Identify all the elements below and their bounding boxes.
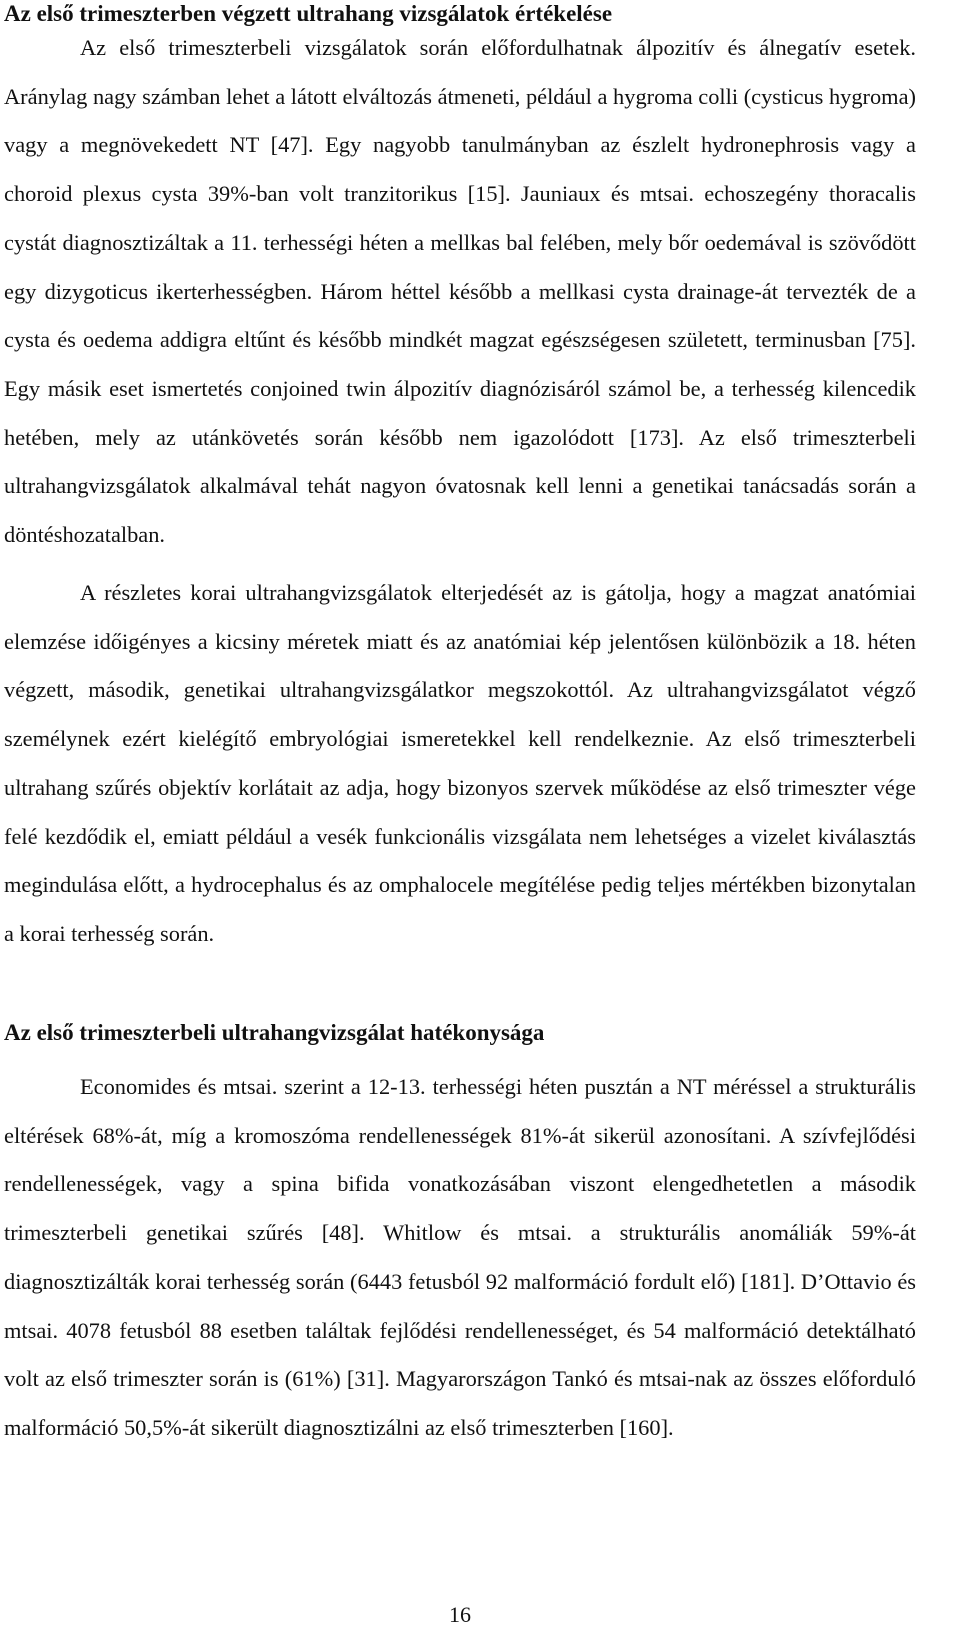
section-heading-ultrasound-efficiency: Az első trimeszterbeli ultrahangvizsgálat hatékonysága (4, 1020, 545, 1045)
paragraph-detailed-early-ultrasound: A részletes korai ultrahangvizsgálatok elterjedését az is gátolja, hogy a magzat anatómiai elemzése időigényes a kicsiny méretek miatt és az anatómiai kép jelentősen különbözik a 18. héten végzett, második, genetikai ultrahangvizsgálatkor megszokottól. Az ultrahangvizsgálatot végző személynek ezért kielégítő embryológiai ismeretekkel kell rendelkeznie. Az első trimeszterbeli ultrahang szűrés objektív korlátait az adja, hogy bizonyos szervek működése az első trimeszter vége felé kezdődik el, emiatt például a vesék funkcionális vizsgálata nem lehetséges a vizelet kiválasztás megindulása előtt, a hydrocephalus és az omphalocele megítélése pedig teljes mértékben bizonytalan a korai terhesség során. (4, 580, 916, 946)
paragraph-false-positives: Az első trimeszterbeli vizsgálatok során előfordulhatnak álpozitív és álnegatív esetek. Aránylag nagy számban lehet a látott elváltozás átmeneti, például a hygroma colli (cysticus hygroma) vagy a megnövekedett NT [47]. Egy nagyobb tanulmányban az észlelt hydronephrosis vagy a choroid plexus cysta 39%-ban volt tranzitorikus [15]. Jauniaux és mtsai. echoszegény thoracalis cystát diagnosztizáltak a 11. terhességi héten a mellkas bal felében, mely bőr oedemával is szövődött egy dizygoticus ikerterhességben. Három héttel később a mellkasi cysta drainage-át tervezték de a cysta és oedema addigra eltűnt és később mindkét magzat egészségesen született, terminusban [75]. Egy másik eset ismertetés conjoined twin álpozitív diagnózisáról számol be, a terhesség kilencedik hetében, mely az utánkövetés során később nem igazolódott [173]. Az első trimeszterbeli ultrahangvizsgálatok alkalmával tehát nagyon óvatosnak kell lenni a genetikai tanácsadás során a döntéshozatalban. (4, 35, 916, 548)
page-number: 16 (449, 1602, 471, 1627)
paragraph-efficiency-studies: Economides és mtsai. szerint a 12-13. terhességi héten pusztán a NT méréssel a strukturális eltérések 68%-át, míg a kromoszóma rendellenességek 81%-át sikerül azonosítani. A szívfejlődési rendellenességek, vagy a spina bifida vonatkozásában viszont elengedhetetlen a második trimeszterbeli genetikai szűrés [48]. Whitlow és mtsai. a strukturális anomáliák 59%-át diagnosztizálták korai terhesség során (6443 fetusból 92 malformáció fordult elő) [181]. D’Ottavio és mtsai. 4078 fetusból 88 esetben találtak fejlődési rendellenességet, és 54 malformáció detektálható volt az első trimeszter során is (61%) [31]. Magyarországon Tankó és mtsai-nak az összes előforduló malformáció 50,5%-át sikerült diagnosztizálni az első trimeszterben [160]. (4, 1074, 916, 1440)
section-heading-ultrasound-evaluation: Az első trimeszterben végzett ultrahang vizsgálatok értékelése (4, 1, 613, 26)
